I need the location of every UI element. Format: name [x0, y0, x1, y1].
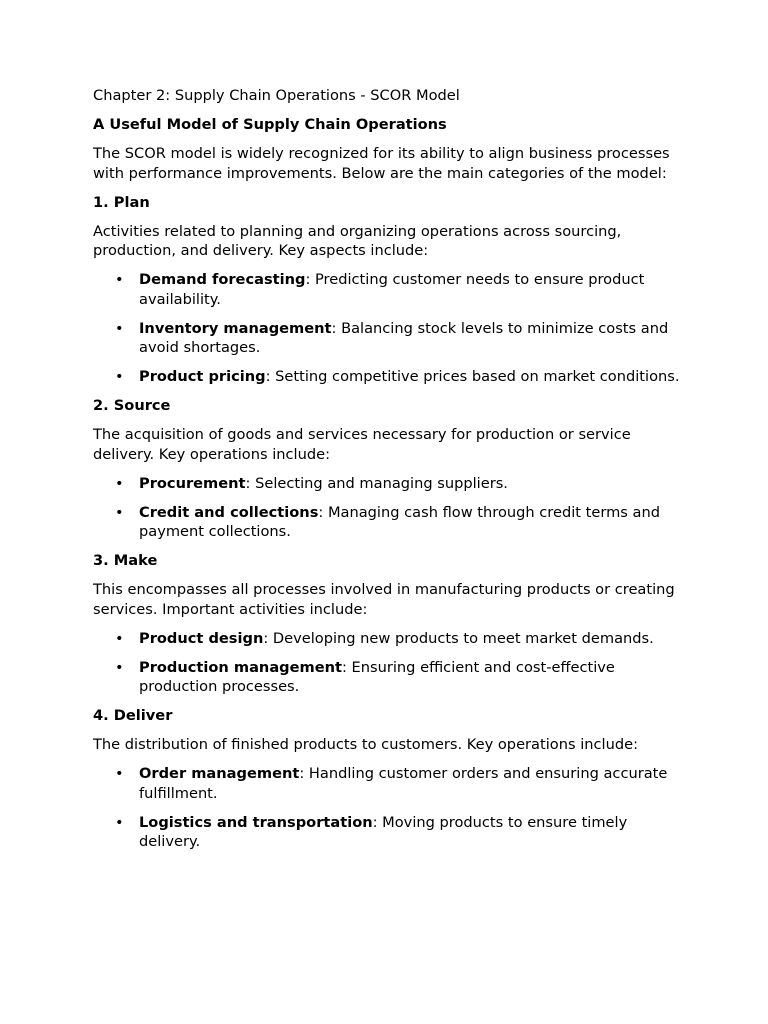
list-item [93, 629, 693, 649]
section-heading-deliver: 4. Deliver [93, 707, 173, 724]
bullet-icon: • [115, 271, 124, 288]
section-description-make: This encompasses all processes involved in manufacturing products or creating services. Important activities include: [93, 581, 675, 618]
bullet-list-plan [93, 270, 693, 387]
bullet-icon: • [115, 319, 124, 337]
item-text: : Selecting and managing suppliers. [245, 474, 508, 492]
intro-paragraph: The SCOR model is widely recognized for its ability to align business processes with performance improvements. Below are the main categories of the model: [93, 145, 670, 182]
document-page [93, 86, 693, 861]
bullet-list-make [93, 629, 693, 697]
item-text: : Developing new products to meet market demands. [263, 629, 654, 647]
bullet-icon: • [115, 503, 124, 521]
item-term: Inventory management [139, 319, 332, 337]
item-term: Demand forecasting [139, 271, 306, 288]
item-term: Production management [139, 658, 342, 676]
item-text: : Ensuring efficient and cost-effective production processes. [139, 658, 615, 695]
item-text: : Predicting customer needs to ensure product availability. [139, 271, 645, 308]
list-item [93, 764, 693, 803]
item-text: : Handling customer orders and ensuring accurate fulfillment. [139, 765, 668, 802]
bullet-list-source [93, 474, 693, 542]
document-title: Chapter 2: Supply Chain Operations - SCOR Model [93, 87, 460, 104]
section-description-plan: Activities related to planning and organizing operations across sourcing, production, and delivery. Key aspects include: [93, 222, 622, 259]
item-term: Logistics and transportation [139, 813, 373, 831]
item-term: Credit and collections [139, 503, 319, 521]
section-description-source: The acquisition of goods and services necessary for production or service delivery. Key operations include: [93, 426, 631, 463]
section-heading-plan: 1. Plan [93, 193, 150, 211]
bullet-icon: • [115, 629, 124, 647]
document-subtitle: A Useful Model of Supply Chain Operations [93, 116, 447, 133]
item-text: : Moving products to ensure timely delivery. [139, 813, 628, 850]
list-item [93, 813, 693, 852]
section-heading-make: 3. Make [93, 552, 158, 569]
bullet-icon: • [115, 765, 124, 782]
bullet-icon: • [115, 813, 124, 831]
item-term: Order management [139, 765, 300, 782]
item-text: : Setting competitive prices based on market conditions. [265, 368, 680, 385]
section-description-deliver: The distribution of finished products to customers. Key operations include: [93, 736, 638, 753]
list-item [93, 474, 693, 494]
list-item [93, 367, 693, 387]
bullet-icon: • [115, 474, 124, 492]
item-term: Product pricing [139, 368, 266, 385]
item-term: Procurement [139, 474, 246, 492]
list-item [93, 270, 693, 309]
section-heading-source: 2. Source [93, 397, 171, 414]
list-item [93, 658, 693, 697]
bullet-icon: • [115, 658, 124, 676]
item-text: : Balancing stock levels to minimize costs and avoid shortages. [139, 319, 669, 356]
list-item [93, 319, 693, 358]
bullet-icon: • [115, 368, 124, 385]
item-term: Product design [139, 629, 264, 647]
item-text: : Managing cash flow through credit terms and payment collections. [139, 503, 660, 540]
bullet-list-deliver [93, 764, 693, 852]
list-item [93, 503, 693, 542]
